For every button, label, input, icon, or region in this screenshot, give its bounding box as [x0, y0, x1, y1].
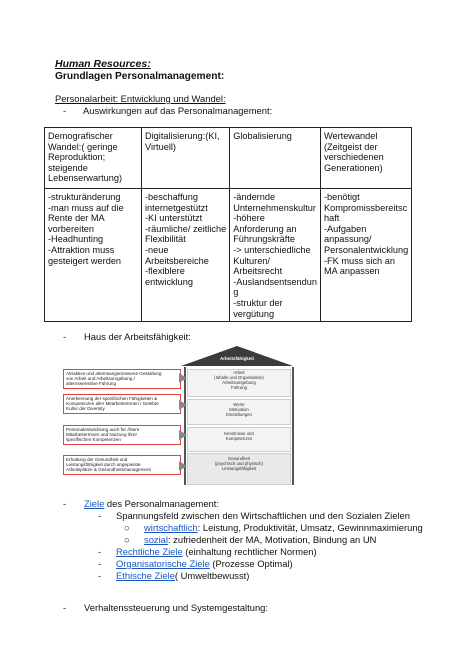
- bullet-auswirkungen: Auswirkungen auf das Personalmanagement:: [83, 105, 273, 116]
- bullet-dash: -: [63, 602, 67, 613]
- callout-kenntnisse: Personalentwicklung auch für Ältere MitarbeiterInnen und Nutzung ihrer spezifischen Kompetenzen: [63, 425, 181, 445]
- link-rechtliche-ziele[interactable]: Rechtliche Ziele: [116, 546, 183, 557]
- bullet-rechtliche-ziele: Rechtliche Ziele (einhaltung rechtlicher Normen): [116, 546, 317, 557]
- floor-werte: Werte Motivation Einstellungen: [187, 399, 291, 425]
- bullet-circle: ○: [124, 522, 130, 533]
- callout-arbeit: Attraktive und alternsangemessene Gestaltung von Arbeit und Arbeitsumgebung / alternssensitive Führung: [63, 369, 181, 389]
- callout-arrows: [179, 369, 189, 481]
- impact-table: [44, 127, 412, 322]
- bullet-spannungsfeld: Spannungsfeld zwischen den Wirtschaftlichen und den Sozialen Zielen: [116, 510, 410, 521]
- cell-digitalisierung: -beschaffung internetgestützt -KI unterstützt -räumliche/ zeitliche Flexibilität -neue Arbeitsbereiche -flexiblere entwicklung: [142, 189, 230, 322]
- link-wirtschaftlich[interactable]: wirtschaftlich: [144, 522, 198, 533]
- bullet-verhaltenssteuerung: Verhaltenssteuerung und Systemgestaltung:: [84, 602, 268, 613]
- bullet-dash: -: [98, 558, 102, 569]
- bullet-dash: -: [98, 570, 102, 581]
- bullet-dash: -: [98, 510, 102, 521]
- header-demografie: Demografischer Wandel:( geringe Reproduktion; steigende Lebenserwartung): [45, 128, 142, 189]
- cell-globalisierung: -ändernde Unternehmenskultur -höhere Anforderung an Führungskräfte -> unterschiedliche Kulturen/ Arbeitsrecht -Auslandsentsendun g -struktur der vergütung: [230, 189, 321, 322]
- link-organisatorische-ziele[interactable]: Organisatorische Ziele: [116, 558, 210, 569]
- bullet-dash: -: [98, 546, 102, 557]
- floor-arbeit: Arbeit (Inhalte und Organisation) Arbeitsumgebung Führung: [187, 369, 291, 397]
- callout-gesundheit: Erhaltung der Gesundheit und Leistungsfähigkeit durch angepasste Arbeitsplätze & Gesundheitsmanagement: [63, 455, 181, 475]
- bullet-dash: -: [63, 105, 67, 116]
- house-of-work-ability-diagram: [63, 345, 295, 487]
- roof-label: Arbeitsfähigkeit: [219, 356, 254, 361]
- link-ziele[interactable]: Ziele: [84, 498, 105, 509]
- floor-kenntnisse: Kenntnisse und Kompetenzen: [187, 427, 291, 452]
- bullet-ethische-ziele: Ethische Ziele( Umweltbewusst): [116, 570, 250, 581]
- callout-werte: Anerkennung der spezifischen Fähigkeiten & Kompetenzen aller MitarbeiterInnen / Gelebte Kultur der Diversity: [63, 394, 181, 414]
- table-header-row: [45, 128, 412, 189]
- bullet-ziele: Ziele des Personalmanagement:: [84, 498, 219, 509]
- header-digitalisierung: Digitalisierung:(KI, Virtuell): [142, 128, 230, 189]
- header-wertewandel: Wertewandel (Zeitgeist der verschiedenen Generationen): [320, 128, 411, 189]
- bullet-wirtschaftlich: wirtschaftlich: Leistung, Produktivität, Umsatz, Gewinnmaximierung: [144, 522, 423, 533]
- document-subtitle: Grundlagen Personalmanagement:: [55, 71, 225, 82]
- bullet-dash: -: [63, 498, 67, 509]
- bullet-dash: -: [63, 331, 67, 342]
- bullet-circle: ○: [124, 534, 130, 545]
- table-row: [45, 189, 412, 322]
- header-globalisierung: Globalisierung: [230, 128, 321, 189]
- bullet-organisatorische-ziele: Organisatorische Ziele (Prozesse Optimal): [116, 558, 293, 569]
- cell-wertewandel: -benötigt Kompromissbereitsc haft -Aufgaben anpassung/ Personalentwicklung -FK muss sich an MA anpassen: [320, 189, 411, 322]
- section-heading-personalarbeit: Personalarbeit: Entwicklung und Wandel:: [55, 93, 226, 104]
- cell-demografie: -strukturänderung -man muss auf die Rente der MA vorbereiten -Headhunting -Attraktion muss gesteigert werden: [45, 189, 142, 322]
- bullet-sozial: sozial: zufriedenheit der MA, Motivation, Bindung an UN: [144, 534, 377, 545]
- document-title: Human Resources:: [55, 58, 151, 70]
- bullet-haus: Haus der Arbeitsfähigkeit:: [84, 331, 191, 342]
- floor-gesundheit: Gesundheit (psychisch und physisch) Leistungsfähigkeit: [187, 453, 291, 485]
- link-sozial[interactable]: sozial: [144, 534, 168, 545]
- link-ethische-ziele[interactable]: Ethische Ziele: [116, 570, 175, 581]
